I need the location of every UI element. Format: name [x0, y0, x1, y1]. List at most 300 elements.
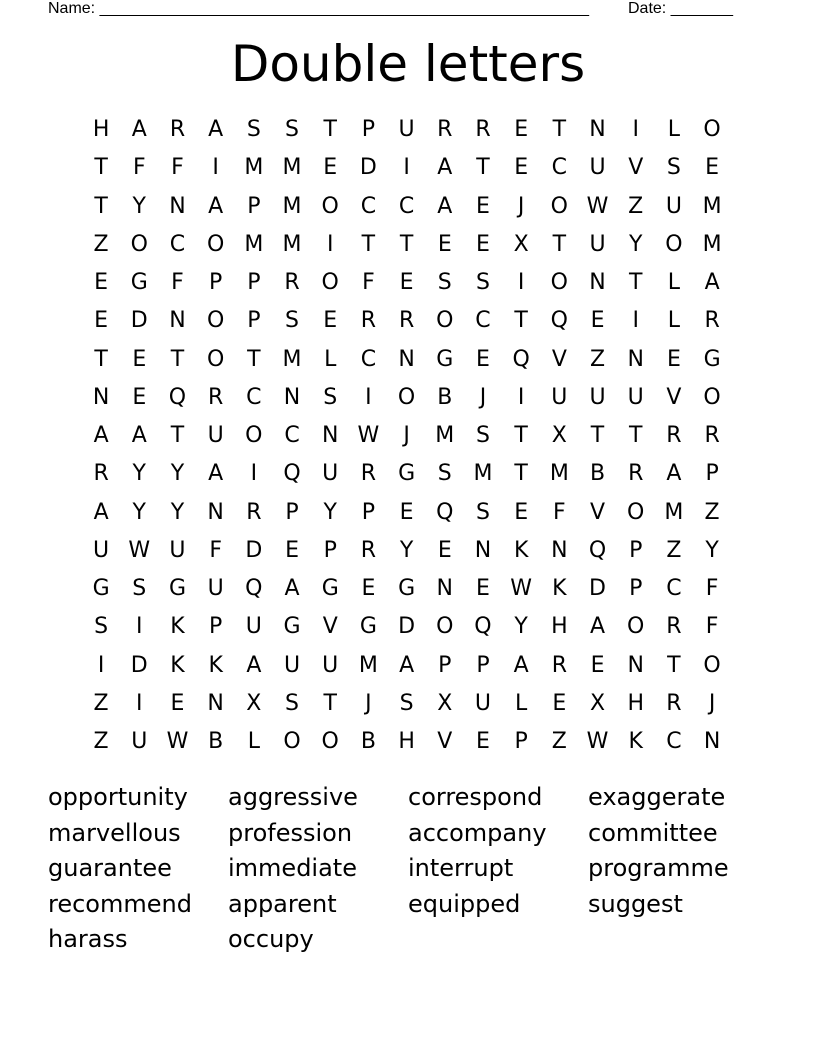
grid-letter: C [360, 193, 377, 219]
grid-letter: W [586, 193, 609, 219]
grid-letter: O [206, 346, 225, 372]
grid-letter: A [93, 423, 109, 449]
grid-letter: O [321, 729, 339, 755]
grid-letter: U [207, 576, 224, 602]
grid-letter: E [437, 537, 452, 563]
grid-letter: Y [628, 231, 643, 257]
grid-letter: S [437, 461, 452, 487]
grid-letter: R [208, 384, 224, 410]
grid-letter: T [590, 423, 605, 449]
grid-letter: G [283, 614, 301, 640]
grid-letter: Y [323, 499, 337, 525]
grid-letter: W [586, 729, 609, 755]
grid-letter: M [664, 499, 684, 525]
word-list-item: aggressive [228, 783, 358, 811]
word-list [48, 780, 768, 958]
grid-letter: D [398, 614, 416, 640]
grid-letter: C [551, 155, 568, 181]
grid-letter: S [246, 117, 261, 143]
grid-letter: K [513, 537, 529, 563]
grid-letter: C [169, 231, 186, 257]
grid-letter: Z [93, 729, 109, 755]
grid-row [82, 455, 732, 493]
grid-letter: M [244, 155, 264, 181]
grid-letter: B [437, 384, 453, 410]
grid-letter: X [589, 690, 606, 716]
grid-letter: O [206, 308, 225, 334]
grid-letter: R [704, 308, 720, 334]
grid-letter: P [247, 193, 261, 219]
grid-letter: K [170, 652, 185, 678]
grid-letter: Y [399, 537, 414, 563]
grid-letter: K [208, 652, 223, 678]
word-list-item: accompany [408, 818, 547, 847]
grid-letter: P [361, 499, 376, 525]
grid-letter: E [666, 346, 681, 372]
grid-letter: E [132, 346, 147, 372]
word-list-item: exaggerate [588, 783, 726, 811]
grid-letter: R [360, 537, 377, 563]
grid-letter: Z [628, 193, 644, 219]
letter-grid [82, 111, 732, 761]
grid-row [82, 723, 732, 761]
grid-letter: U [398, 117, 415, 143]
grid-letter: W [128, 537, 151, 563]
grid-letter: J [403, 423, 410, 449]
grid-letter: O [283, 729, 301, 755]
grid-letter: Y [705, 537, 719, 563]
grid-letter: M [282, 155, 302, 181]
grid-letter: T [667, 652, 681, 678]
grid-letter: R [628, 461, 644, 487]
grid-letter: S [475, 270, 490, 296]
grid-letter: N [627, 652, 644, 678]
grid-letter: R [437, 117, 453, 143]
grid-letter: A [513, 652, 529, 678]
grid-letter: J [517, 193, 525, 219]
word-list-item: correspond [408, 783, 543, 811]
grid-letter: B [360, 729, 376, 755]
date-field-label: Date: _______ [628, 0, 733, 17]
grid-row [82, 417, 732, 455]
word-list-item: programme [588, 854, 729, 882]
grid-letter: W [166, 729, 189, 755]
grid-letter: M [282, 231, 302, 257]
grid-letter: A [131, 117, 147, 143]
grid-letter: T [476, 155, 490, 181]
grid-letter: V [551, 346, 567, 372]
grid-letter: E [590, 652, 605, 678]
grid-row [82, 302, 732, 340]
grid-letter: P [285, 499, 299, 525]
grid-letter: U [589, 155, 606, 181]
grid-letter: Y [132, 461, 146, 487]
grid-letter: E [94, 308, 109, 334]
grid-letter: S [666, 155, 681, 181]
grid-letter: F [705, 614, 719, 640]
grid-letter: E [132, 384, 147, 410]
grid-letter: T [552, 117, 567, 143]
grid-row [82, 494, 732, 532]
grid-letter: Y [132, 499, 146, 525]
grid-letter: I [365, 384, 372, 410]
grid-letter: R [666, 690, 682, 716]
grid-letter: T [628, 270, 643, 296]
grid-letter: D [130, 308, 148, 334]
grid-letter: T [94, 346, 108, 372]
grid-letter: G [321, 576, 339, 602]
grid-letter: T [94, 193, 108, 219]
grid-letter: N [169, 308, 186, 334]
grid-row [82, 570, 732, 608]
grid-letter: U [207, 423, 224, 449]
grid-letter: R [666, 423, 682, 449]
grid-letter: T [514, 308, 528, 334]
grid-letter: A [208, 117, 224, 143]
grid-letter: Z [93, 231, 109, 257]
word-list-item: committee [588, 818, 718, 847]
grid-letter: X [551, 423, 567, 449]
grid-letter: G [130, 270, 148, 296]
grid-letter: X [513, 231, 529, 257]
grid-letter: E [437, 231, 452, 257]
grid-letter: O [703, 117, 721, 143]
grid-letter: Y [514, 614, 528, 640]
grid-letter: N [207, 499, 224, 525]
grid-letter: A [93, 499, 109, 525]
grid-letter: A [666, 461, 682, 487]
grid-letter: O [665, 231, 683, 257]
grid-letter: D [589, 576, 606, 602]
grid-letter: N [207, 690, 224, 716]
grid-letter: M [473, 461, 493, 487]
grid-letter: M [702, 193, 722, 219]
grid-letter: T [399, 231, 414, 257]
grid-letter: T [323, 117, 337, 143]
grid-letter: N [398, 346, 415, 372]
grid-letter: E [476, 231, 490, 257]
grid-letter: K [628, 729, 643, 755]
grid-row [82, 685, 732, 723]
grid-letter: T [247, 346, 261, 372]
grid-letter: U [245, 614, 262, 640]
grid-letter: A [131, 423, 147, 449]
grid-letter: M [358, 652, 378, 678]
grid-row [82, 149, 732, 187]
grid-letter: H [627, 690, 644, 716]
word-list-item: harass [48, 925, 128, 953]
grid-letter: O [436, 614, 454, 640]
grid-letter: L [324, 346, 337, 372]
grid-letter: X [437, 690, 453, 716]
grid-letter: N [703, 729, 721, 755]
grid-letter: V [666, 384, 682, 410]
grid-letter: A [437, 193, 453, 219]
grid-letter: M [549, 461, 569, 487]
grid-letter: E [170, 690, 185, 716]
grid-letter: S [323, 384, 338, 410]
grid-letter: I [632, 308, 639, 334]
grid-letter: O [321, 193, 339, 219]
grid-letter: O [436, 308, 454, 334]
grid-letter: V [628, 155, 644, 181]
grid-letter: S [285, 117, 300, 143]
grid-letter: E [514, 155, 529, 181]
grid-letter: O [321, 270, 339, 296]
page-title: Double letters [230, 35, 586, 93]
grid-letter: S [285, 690, 300, 716]
grid-letter: S [285, 308, 300, 334]
grid-letter: P [209, 614, 223, 640]
grid-letter: U [474, 690, 492, 716]
grid-letter: K [552, 576, 567, 602]
word-list-item: guarantee [48, 854, 172, 882]
grid-letter: Y [170, 461, 185, 487]
grid-letter: U [665, 193, 682, 219]
grid-letter: O [550, 270, 568, 296]
grid-letter: W [510, 576, 533, 602]
grid-letter: C [284, 423, 300, 449]
grid-letter: Z [551, 729, 567, 755]
grid-letter: A [208, 461, 224, 487]
grid-letter: E [476, 576, 490, 602]
grid-letter: P [705, 461, 719, 487]
grid-letter: K [170, 614, 185, 640]
grid-letter: G [168, 576, 186, 602]
grid-letter: P [361, 117, 376, 143]
grid-letter: L [247, 729, 260, 755]
grid-letter: R [704, 423, 720, 449]
word-list-item: equipped [408, 889, 521, 918]
grid-letter: P [247, 270, 261, 296]
grid-letter: F [171, 155, 184, 181]
grid-letter: L [515, 690, 528, 716]
grid-letter: S [475, 423, 490, 449]
word-list-item: profession [228, 818, 353, 847]
grid-letter: Z [589, 346, 606, 372]
grid-letter: I [136, 614, 143, 640]
grid-letter: Y [132, 193, 146, 219]
grid-letter: N [474, 537, 492, 563]
grid-letter: E [476, 729, 490, 755]
grid-letter: E [323, 155, 338, 181]
grid-letter: S [399, 690, 414, 716]
name-field-label: Name: _______________________________________________________ [48, 0, 589, 17]
grid-letter: P [323, 537, 337, 563]
grid-letter: S [475, 499, 490, 525]
grid-letter: O [550, 193, 568, 219]
grid-row [82, 111, 732, 149]
grid-letter: N [589, 117, 606, 143]
grid-letter: E [552, 690, 567, 716]
grid-letter: R [475, 117, 491, 143]
grid-letter: N [551, 537, 568, 563]
grid-letter: U [93, 537, 110, 563]
grid-letter: A [246, 652, 262, 678]
grid-letter: C [666, 576, 682, 602]
grid-letter: C [666, 729, 682, 755]
grid-letter: O [627, 499, 645, 525]
grid-letter: O [130, 231, 148, 257]
grid-letter: Z [666, 537, 682, 563]
grid-letter: U [627, 384, 644, 410]
grid-letter: U [169, 537, 186, 563]
grid-letter: F [362, 270, 375, 296]
grid-letter: R [551, 652, 567, 678]
grid-letter: E [590, 308, 605, 334]
grid-letter: F [553, 499, 566, 525]
grid-letter: I [517, 270, 525, 296]
grid-letter: E [399, 499, 414, 525]
word-list-item: suggest [588, 889, 683, 918]
grid-letter: U [589, 231, 606, 257]
grid-letter: B [589, 461, 606, 487]
grid-letter: R [169, 117, 186, 143]
grid-letter: U [283, 652, 301, 678]
grid-letter: R [360, 308, 377, 334]
grid-letter: G [398, 576, 416, 602]
grid-letter: F [171, 270, 184, 296]
grid-letter: U [551, 384, 568, 410]
grid-letter: Z [704, 499, 720, 525]
grid-letter: M [244, 231, 264, 257]
grid-letter: T [323, 690, 337, 716]
grid-letter: F [209, 537, 222, 563]
grid-letter: R [360, 461, 377, 487]
grid-row [82, 608, 732, 646]
grid-letter: M [702, 231, 722, 257]
grid-letter: L [667, 308, 681, 334]
grid-letter: V [322, 614, 338, 640]
grid-letter: U [589, 384, 606, 410]
grid-letter: I [136, 690, 143, 716]
grid-letter: E [361, 576, 376, 602]
grid-row [82, 264, 732, 302]
grid-letter: E [399, 270, 414, 296]
grid-letter: G [436, 346, 454, 372]
grid-row [82, 226, 732, 264]
grid-letter: I [632, 117, 639, 143]
grid-letter: H [92, 117, 110, 143]
grid-letter: Q [168, 384, 187, 410]
grid-letter: X [246, 690, 262, 716]
grid-letter: G [398, 461, 416, 487]
grid-letter: U [322, 652, 339, 678]
grid-letter: L [667, 270, 681, 296]
grid-letter: Q [550, 308, 568, 334]
grid-letter: N [92, 384, 110, 410]
grid-letter: C [398, 193, 415, 219]
grid-row [82, 532, 732, 570]
grid-letter: P [247, 308, 261, 334]
word-list-item: marvellous [48, 818, 181, 847]
grid-letter: I [250, 461, 258, 487]
grid-letter: P [438, 652, 452, 678]
grid-letter: G [703, 346, 721, 372]
grid-letter: E [323, 308, 338, 334]
grid-row [82, 379, 732, 417]
grid-letter: I [517, 384, 525, 410]
grid-letter: E [476, 193, 490, 219]
grid-letter: I [212, 155, 219, 181]
grid-letter: D [245, 537, 263, 563]
grid-row [82, 341, 732, 379]
grid-letter: I [326, 231, 334, 257]
grid-letter: E [94, 270, 109, 296]
grid-letter: M [282, 346, 302, 372]
grid-letter: S [132, 576, 147, 602]
grid-letter: A [399, 652, 415, 678]
grid-letter: J [365, 690, 372, 716]
grid-letter: W [357, 423, 380, 449]
grid-letter: J [708, 690, 716, 716]
grid-letter: G [359, 614, 377, 640]
grid-letter: Q [283, 461, 301, 487]
grid-letter: Q [474, 614, 492, 640]
grid-letter: T [170, 346, 185, 372]
word-list-item: interrupt [408, 854, 514, 882]
grid-letter: V [590, 499, 606, 525]
grid-letter: P [209, 270, 223, 296]
grid-letter: O [206, 231, 225, 257]
grid-letter: D [130, 652, 148, 678]
grid-letter: M [435, 423, 455, 449]
grid-letter: B [208, 729, 224, 755]
grid-letter: Y [170, 499, 185, 525]
grid-letter: O [397, 384, 416, 410]
grid-letter: T [94, 155, 108, 181]
word-list-item: apparent [228, 889, 337, 918]
grid-letter: O [703, 652, 721, 678]
grid-letter: I [403, 155, 410, 181]
grid-letter: C [360, 346, 377, 372]
grid-letter: R [246, 499, 262, 525]
grid-letter: Q [512, 346, 530, 372]
grid-row [82, 647, 732, 685]
grid-letter: N [321, 423, 339, 449]
grid-letter: I [97, 652, 105, 678]
grid-letter: S [437, 270, 452, 296]
grid-letter: R [666, 614, 682, 640]
word-list-item: opportunity [48, 783, 188, 811]
word-list-item: recommend [48, 889, 192, 918]
grid-letter: P [514, 729, 528, 755]
grid-letter: H [398, 729, 415, 755]
grid-letter: L [667, 117, 681, 143]
grid-letter: D [359, 155, 377, 181]
grid-letter: T [361, 231, 376, 257]
grid-letter: T [170, 423, 185, 449]
grid-letter: R [398, 308, 415, 334]
grid-letter: Q [588, 537, 607, 563]
grid-letter: F [132, 155, 146, 181]
grid-letter: S [94, 614, 109, 640]
grid-letter: H [551, 614, 568, 640]
grid-letter: A [208, 193, 224, 219]
grid-letter: P [476, 652, 490, 678]
grid-row [82, 188, 732, 226]
grid-letter: N [169, 193, 186, 219]
grid-letter: Q [436, 499, 454, 525]
grid-letter: U [131, 729, 148, 755]
grid-letter: E [285, 537, 299, 563]
grid-letter: V [437, 729, 453, 755]
grid-letter: P [629, 537, 643, 563]
grid-letter: E [514, 117, 529, 143]
grid-letter: A [590, 614, 606, 640]
word-list-item: occupy [228, 925, 314, 953]
grid-letter: N [436, 576, 454, 602]
